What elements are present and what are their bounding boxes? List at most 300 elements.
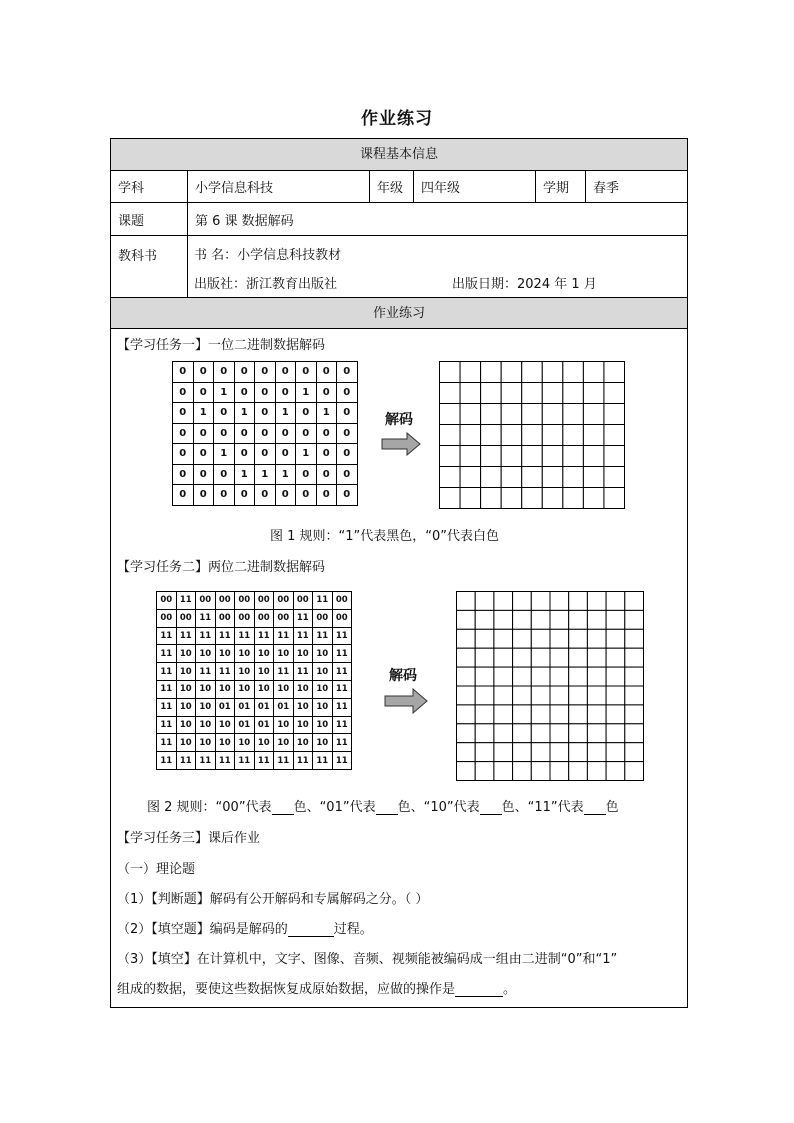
answer-cell[interactable] [457, 762, 476, 781]
answer-cell[interactable] [550, 705, 569, 724]
answer-cell[interactable] [457, 743, 476, 762]
term-label: 学期 [535, 171, 585, 202]
answer-cell[interactable] [457, 686, 476, 705]
grid-cell: 0 [316, 362, 337, 383]
answer-cell[interactable] [475, 705, 494, 724]
answer-cell[interactable] [475, 629, 494, 648]
answer-cell[interactable] [494, 762, 513, 781]
answer-cell[interactable] [513, 592, 532, 611]
grid-cell: 0 [296, 485, 317, 506]
answer-cell[interactable] [550, 592, 569, 611]
grid-cell: 11 [254, 752, 274, 770]
grid-cell: 11 [157, 698, 177, 716]
grid-cell: 10 [254, 680, 274, 698]
answer-cell[interactable] [550, 667, 569, 686]
answer-cell[interactable] [513, 705, 532, 724]
answer-cell[interactable] [587, 686, 606, 705]
grid-cell: 11 [332, 716, 352, 734]
grid-cell: 10 [293, 716, 313, 734]
grid-cell: 0 [337, 423, 358, 444]
grid-cell: 11 [176, 752, 196, 770]
answer-cell[interactable] [460, 467, 481, 488]
grid-cell: 11 [313, 752, 333, 770]
grid-cell: 00 [215, 609, 235, 627]
grid-cell: 0 [255, 485, 276, 506]
grid-cell: 0 [316, 485, 337, 506]
grid-cell: 10 [235, 734, 255, 752]
grid-cell: 11 [332, 698, 352, 716]
grid-cell: 0 [316, 423, 337, 444]
grid-row [173, 382, 358, 403]
grid-cell: 11 [313, 592, 333, 610]
grid-cell: 11 [157, 680, 177, 698]
grid-cell: 11 [254, 627, 274, 645]
grid-cell: 1 [275, 464, 296, 485]
grid-cell: 01 [254, 716, 274, 734]
answer-cell[interactable] [569, 610, 588, 629]
answer-cell[interactable] [625, 686, 644, 705]
answer-cell[interactable] [513, 686, 532, 705]
grid-cell: 11 [196, 752, 216, 770]
answer-cell[interactable] [513, 648, 532, 667]
answer-cell[interactable] [550, 743, 569, 762]
grid-cell: 11 [215, 627, 235, 645]
answer-cell[interactable] [440, 362, 461, 383]
answer-cell[interactable] [522, 446, 543, 467]
answer-cell[interactable] [587, 667, 606, 686]
textbook-label: 教科书 [118, 249, 158, 264]
grid-row [157, 752, 352, 770]
answer-cell[interactable] [587, 724, 606, 743]
grid-cell: 10 [235, 663, 255, 681]
answer-cell[interactable] [625, 610, 644, 629]
answer-cell[interactable] [501, 383, 522, 404]
grid-cell: 0 [193, 444, 214, 465]
answer-cell[interactable] [550, 762, 569, 781]
grid-cell: 11 [176, 592, 196, 610]
answer-cell[interactable] [501, 488, 522, 509]
answer-cell[interactable] [475, 610, 494, 629]
answer-cell[interactable] [440, 383, 461, 404]
answer-cell[interactable] [625, 629, 644, 648]
grid-cell: 11 [196, 609, 216, 627]
grid-cell: 0 [234, 362, 255, 383]
answer-cell[interactable] [625, 592, 644, 611]
grid-cell: 10 [274, 734, 294, 752]
grid-cell: 10 [196, 716, 216, 734]
grid-cell: 10 [215, 734, 235, 752]
grid-cell: 00 [176, 609, 196, 627]
grid-cell: 10 [176, 734, 196, 752]
answer-cell[interactable] [542, 488, 563, 509]
answer-cell[interactable] [481, 488, 502, 509]
task2-answer-grid[interactable] [456, 591, 644, 781]
answer-cell[interactable] [494, 667, 513, 686]
grid-cell: 10 [313, 663, 333, 681]
answer-cell[interactable] [550, 648, 569, 667]
lesson-label: 课题 [118, 213, 145, 229]
grid-cell: 0 [193, 362, 214, 383]
grid-cell: 11 [235, 752, 255, 770]
grid-cell: 10 [313, 680, 333, 698]
answer-cell[interactable] [531, 705, 550, 724]
grid-cell: 01 [274, 698, 294, 716]
answer-cell[interactable] [583, 446, 604, 467]
grid-cell: 10 [274, 680, 294, 698]
grid-cell: 0 [255, 444, 276, 465]
answer-cell[interactable] [475, 686, 494, 705]
answer-cell[interactable] [563, 467, 584, 488]
grid-cell: 0 [214, 423, 235, 444]
task2-binary-grid [156, 591, 352, 770]
grid-cell: 10 [176, 716, 196, 734]
answer-cell[interactable] [569, 629, 588, 648]
answer-cell[interactable] [522, 404, 543, 425]
grid-cell: 0 [337, 485, 358, 506]
answer-cell[interactable] [569, 686, 588, 705]
grid-cell: 11 [157, 734, 177, 752]
subject-row [111, 171, 687, 203]
answer-cell[interactable] [475, 762, 494, 781]
grid-cell: 0 [173, 444, 194, 465]
answer-cell[interactable] [583, 362, 604, 383]
answer-cell[interactable] [604, 488, 625, 509]
answer-cell[interactable] [457, 592, 476, 611]
answer-cell[interactable] [563, 404, 584, 425]
question-2-blank[interactable] [288, 921, 334, 937]
grid-cell: 10 [215, 716, 235, 734]
answer-cell[interactable] [606, 648, 625, 667]
answer-cell[interactable] [587, 610, 606, 629]
answer-cell[interactable] [531, 648, 550, 667]
answer-cell[interactable] [550, 724, 569, 743]
answer-cell[interactable] [522, 467, 543, 488]
answer-cell[interactable] [531, 762, 550, 781]
answer-cell[interactable] [440, 446, 461, 467]
task3-title: 【学习任务三】课后作业 [117, 831, 261, 846]
fill-blank-11[interactable] [584, 799, 606, 815]
grid-cell: 10 [196, 698, 216, 716]
answer-cell[interactable] [587, 705, 606, 724]
grid-cell: 0 [275, 382, 296, 403]
answer-cell[interactable] [501, 425, 522, 446]
grid-cell: 00 [274, 592, 294, 610]
answer-cell[interactable] [440, 488, 461, 509]
answer-cell[interactable] [569, 648, 588, 667]
answer-cell[interactable] [513, 629, 532, 648]
answer-cell[interactable] [604, 446, 625, 467]
answer-cell[interactable] [501, 362, 522, 383]
grid-row [157, 698, 352, 716]
answer-cell[interactable] [460, 488, 481, 509]
answer-cell[interactable] [440, 467, 461, 488]
fig2-caption-part4: 色、“11”代表 [501, 800, 584, 815]
answer-cell[interactable] [569, 705, 588, 724]
answer-cell[interactable] [542, 467, 563, 488]
answer-cell[interactable] [481, 425, 502, 446]
answer-cell[interactable] [475, 648, 494, 667]
answer-cell[interactable] [522, 425, 543, 446]
grid-cell: 11 [293, 752, 313, 770]
answer-cell[interactable] [494, 592, 513, 611]
answer-cell[interactable] [625, 743, 644, 762]
task1-answer-grid[interactable] [439, 361, 625, 509]
answer-cell[interactable] [569, 724, 588, 743]
answer-cell[interactable] [563, 383, 584, 404]
answer-cell[interactable] [531, 743, 550, 762]
grid-cell: 10 [196, 680, 216, 698]
grid-cell: 0 [275, 444, 296, 465]
answer-cell[interactable] [606, 705, 625, 724]
answer-cell[interactable] [513, 610, 532, 629]
grid-cell: 10 [313, 734, 333, 752]
grid-cell: 0 [296, 362, 317, 383]
grid-cell: 00 [196, 592, 216, 610]
answer-cell[interactable] [606, 667, 625, 686]
answer-cell[interactable] [587, 762, 606, 781]
answer-cell[interactable] [563, 488, 584, 509]
grid-cell: 1 [193, 403, 214, 424]
answer-cell[interactable] [583, 383, 604, 404]
answer-cell[interactable] [494, 743, 513, 762]
answer-cell[interactable] [587, 629, 606, 648]
answer-cell[interactable] [481, 362, 502, 383]
exercise-body [111, 329, 687, 1007]
answer-cell[interactable] [569, 592, 588, 611]
answer-cell[interactable] [604, 404, 625, 425]
grid-cell: 0 [255, 423, 276, 444]
answer-cell[interactable] [481, 467, 502, 488]
grid-cell: 10 [254, 645, 274, 663]
answer-cell[interactable] [606, 629, 625, 648]
answer-cell[interactable] [457, 610, 476, 629]
grid-cell: 11 [274, 663, 294, 681]
answer-cell[interactable] [625, 724, 644, 743]
answer-cell[interactable] [481, 404, 502, 425]
answer-cell[interactable] [481, 446, 502, 467]
grid-cell: 0 [275, 485, 296, 506]
answer-cell[interactable] [440, 425, 461, 446]
answer-cell[interactable] [604, 467, 625, 488]
fill-blank-00[interactable] [272, 799, 294, 815]
exercise-title: 作业练习 [372, 306, 425, 321]
answer-cell[interactable] [457, 724, 476, 743]
grid-row [157, 716, 352, 734]
answer-cell[interactable] [583, 488, 604, 509]
grid-cell: 11 [157, 627, 177, 645]
answer-cell[interactable] [625, 667, 644, 686]
answer-cell[interactable] [606, 610, 625, 629]
question-3-blank[interactable] [455, 981, 503, 997]
grid-cell: 1 [275, 403, 296, 424]
answer-cell[interactable] [531, 592, 550, 611]
fig2-caption-part2: 色、“01”代表 [293, 800, 376, 815]
grid-cell: 0 [214, 464, 235, 485]
grid-cell: 11 [157, 752, 177, 770]
grid-cell: 11 [215, 663, 235, 681]
grid-cell: 01 [235, 716, 255, 734]
answer-cell[interactable] [583, 425, 604, 446]
fig2-caption [147, 796, 619, 815]
answer-cell[interactable] [563, 362, 584, 383]
answer-cell[interactable] [604, 383, 625, 404]
grid-cell: 11 [274, 627, 294, 645]
grid-cell: 01 [235, 698, 255, 716]
answer-cell[interactable] [606, 743, 625, 762]
answer-cell[interactable] [522, 362, 543, 383]
answer-cell[interactable] [531, 724, 550, 743]
grid-cell: 0 [275, 423, 296, 444]
grid-cell: 0 [337, 362, 358, 383]
answer-cell[interactable] [606, 762, 625, 781]
answer-cell[interactable] [531, 667, 550, 686]
grid-cell: 0 [316, 464, 337, 485]
grid-cell: 00 [157, 609, 177, 627]
answer-cell[interactable] [625, 648, 644, 667]
answer-cell[interactable] [501, 404, 522, 425]
answer-cell[interactable] [606, 686, 625, 705]
grid-cell: 10 [313, 716, 333, 734]
grid-cell: 0 [214, 362, 235, 383]
answer-cell[interactable] [542, 404, 563, 425]
answer-cell[interactable] [457, 648, 476, 667]
answer-cell[interactable] [457, 629, 476, 648]
answer-cell[interactable] [513, 762, 532, 781]
answer-cell[interactable] [542, 383, 563, 404]
answer-cell[interactable] [494, 629, 513, 648]
grid-cell: 10 [215, 680, 235, 698]
answer-cell[interactable] [542, 446, 563, 467]
answer-cell[interactable] [563, 446, 584, 467]
grid-cell: 0 [296, 464, 317, 485]
answer-cell[interactable] [457, 705, 476, 724]
answer-cell[interactable] [583, 467, 604, 488]
grid-cell: 1 [234, 464, 255, 485]
grid-cell: 0 [234, 485, 255, 506]
grid-row [157, 663, 352, 681]
answer-cell[interactable] [513, 667, 532, 686]
worksheet-table [110, 138, 688, 1008]
question-3-line2 [117, 978, 516, 997]
grid-row [173, 485, 358, 506]
term-value: 春季 [585, 171, 687, 202]
question-1: （1）【判断题】解码有公开解码和专属解码之分。（ ） [117, 892, 429, 907]
answer-cell[interactable] [494, 610, 513, 629]
answer-cell[interactable] [457, 667, 476, 686]
answer-cell[interactable] [501, 467, 522, 488]
answer-cell[interactable] [550, 610, 569, 629]
subject-value: 小学信息科技 [187, 171, 369, 202]
answer-cell[interactable] [583, 404, 604, 425]
grid-cell: 1 [234, 403, 255, 424]
grid-cell: 0 [296, 423, 317, 444]
answer-cell[interactable] [475, 724, 494, 743]
answer-cell[interactable] [494, 724, 513, 743]
answer-cell[interactable] [440, 404, 461, 425]
answer-cell[interactable] [542, 425, 563, 446]
grid-cell: 00 [254, 592, 274, 610]
answer-cell[interactable] [460, 425, 481, 446]
answer-cell[interactable] [494, 686, 513, 705]
grid-row [157, 592, 352, 610]
grid-cell: 1 [316, 403, 337, 424]
answer-cell[interactable] [522, 383, 543, 404]
answer-cell[interactable] [606, 724, 625, 743]
answer-cell[interactable] [475, 667, 494, 686]
answer-cell[interactable] [475, 592, 494, 611]
answer-cell[interactable] [604, 362, 625, 383]
answer-cell[interactable] [587, 592, 606, 611]
answer-cell[interactable] [625, 705, 644, 724]
grid-cell: 11 [332, 627, 352, 645]
answer-cell[interactable] [604, 425, 625, 446]
answer-cell[interactable] [475, 743, 494, 762]
answer-cell[interactable] [550, 629, 569, 648]
answer-cell[interactable] [531, 610, 550, 629]
grid-cell: 1 [255, 464, 276, 485]
answer-cell[interactable] [563, 425, 584, 446]
question-3-suffix: 。 [503, 982, 517, 997]
grid-cell: 10 [196, 734, 216, 752]
answer-cell[interactable] [460, 404, 481, 425]
answer-cell[interactable] [531, 629, 550, 648]
answer-cell[interactable] [460, 383, 481, 404]
grid-cell: 11 [293, 609, 313, 627]
grid-cell: 10 [196, 645, 216, 663]
grid-cell: 10 [176, 680, 196, 698]
answer-cell[interactable] [513, 743, 532, 762]
fig2-caption-part5: 色 [605, 800, 619, 815]
answer-cell[interactable] [494, 648, 513, 667]
answer-cell[interactable] [460, 446, 481, 467]
task1-title: 【学习任务一】一位二进制数据解码 [117, 338, 326, 353]
answer-cell[interactable] [460, 362, 481, 383]
answer-cell[interactable] [587, 743, 606, 762]
grid-cell: 11 [332, 663, 352, 681]
answer-cell[interactable] [531, 686, 550, 705]
grid-cell: 0 [173, 362, 194, 383]
fill-blank-10[interactable] [480, 799, 502, 815]
answer-cell[interactable] [606, 592, 625, 611]
answer-cell[interactable] [501, 446, 522, 467]
grid-cell: 0 [173, 464, 194, 485]
question-2-suffix: 过程。 [333, 922, 373, 937]
grid-cell: 10 [176, 698, 196, 716]
answer-cell[interactable] [481, 383, 502, 404]
answer-cell[interactable] [569, 762, 588, 781]
answer-cell[interactable] [542, 362, 563, 383]
grid-cell: 0 [173, 485, 194, 506]
grid-cell: 0 [337, 444, 358, 465]
question-3-prefix: 组成的数据，要使这些数据恢复成原始数据，应做的操作是 [117, 982, 456, 997]
answer-cell[interactable] [550, 686, 569, 705]
answer-cell[interactable] [522, 488, 543, 509]
answer-cell[interactable] [513, 724, 532, 743]
grid-cell: 0 [337, 464, 358, 485]
answer-cell[interactable] [569, 743, 588, 762]
fill-blank-01[interactable] [376, 799, 398, 815]
answer-cell[interactable] [569, 667, 588, 686]
grid-cell: 00 [293, 592, 313, 610]
answer-cell[interactable] [587, 648, 606, 667]
answer-cell[interactable] [625, 762, 644, 781]
fig1-caption: 图 1 规则：“1”代表黑色，“0”代表白色 [270, 529, 500, 544]
publisher: 出版社：浙江教育出版社 [194, 277, 338, 292]
grid-row [157, 645, 352, 663]
grid-cell: 00 [313, 609, 333, 627]
answer-cell[interactable] [494, 705, 513, 724]
grid-cell: 00 [215, 592, 235, 610]
